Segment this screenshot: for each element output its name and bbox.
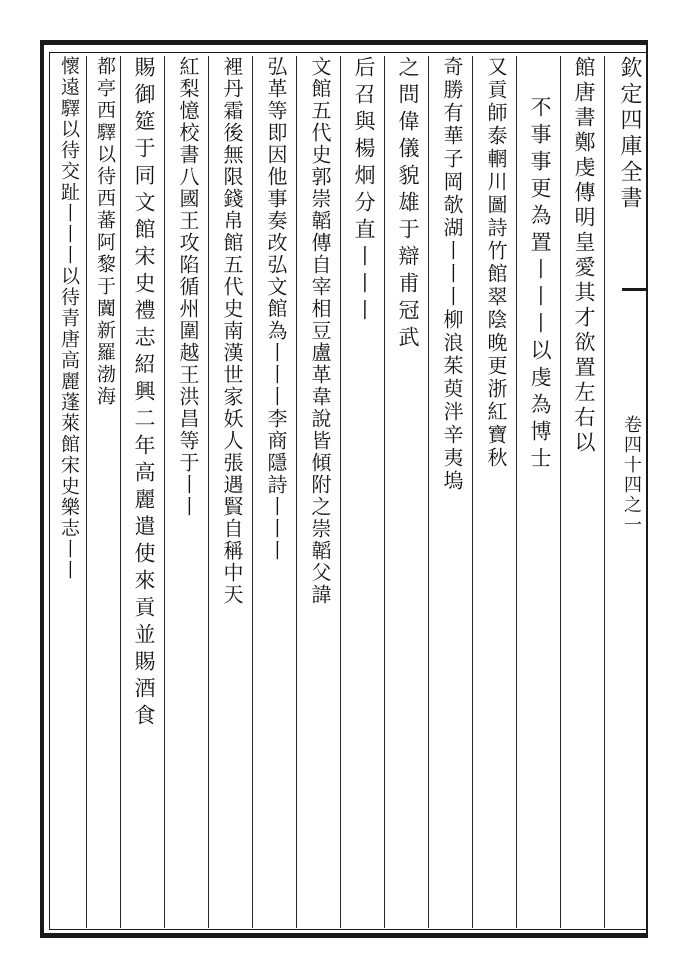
text-column: 不事事更為置丨丨丨以虔為博士: [528, 96, 552, 474]
column-rule: [86, 56, 87, 928]
text-column: 館唐書鄭虔傳明皇愛其才欲置左右以: [572, 56, 596, 456]
text-column: 奇勝有華子岡欹湖丨丨丨柳浪茱萸泮辛夷塢: [440, 56, 464, 493]
text-column: 又貢師泰輞川圖詩竹館翠陰晚更浙紅寶秋: [484, 56, 508, 470]
text-column: 懷遠驛以待交趾丨丨丨以待青唐高麗蓬萊館宋史樂志丨丨: [58, 56, 80, 581]
text-column: 后召與楊炯分直丨丨丨: [352, 56, 376, 326]
book-title: 欽定四庫全書: [617, 56, 642, 212]
text-column: 裡丹霜後無限錢帛館五代史南漢世家妖人張遇賢自稱中天: [220, 56, 244, 606]
text-column: 之問偉儀貌雄于辯甫冠武: [396, 56, 420, 353]
text-column: 紅梨憶校書八國王攻陷循州圍越王洪昌等于丨丨: [176, 56, 200, 518]
text-column: 弘革等即因他事奏改弘文館為丨丨丨李商隱詩丨丨丨: [264, 56, 288, 562]
text-column: 文館五代史郭崇韜傳自宰相豆盧革韋說皆傾附之崇韜父諱: [308, 56, 332, 606]
text-column: 賜御筵于同文館宋史禮志紹興二年高麗遣使來貢並賜酒食: [132, 56, 156, 731]
page-margin: [648, 40, 684, 940]
text-column: 都亭西驛以待西蕃阿黎于闐新羅渤海: [94, 56, 116, 408]
volume-label: 卷四十四之一: [621, 415, 642, 535]
